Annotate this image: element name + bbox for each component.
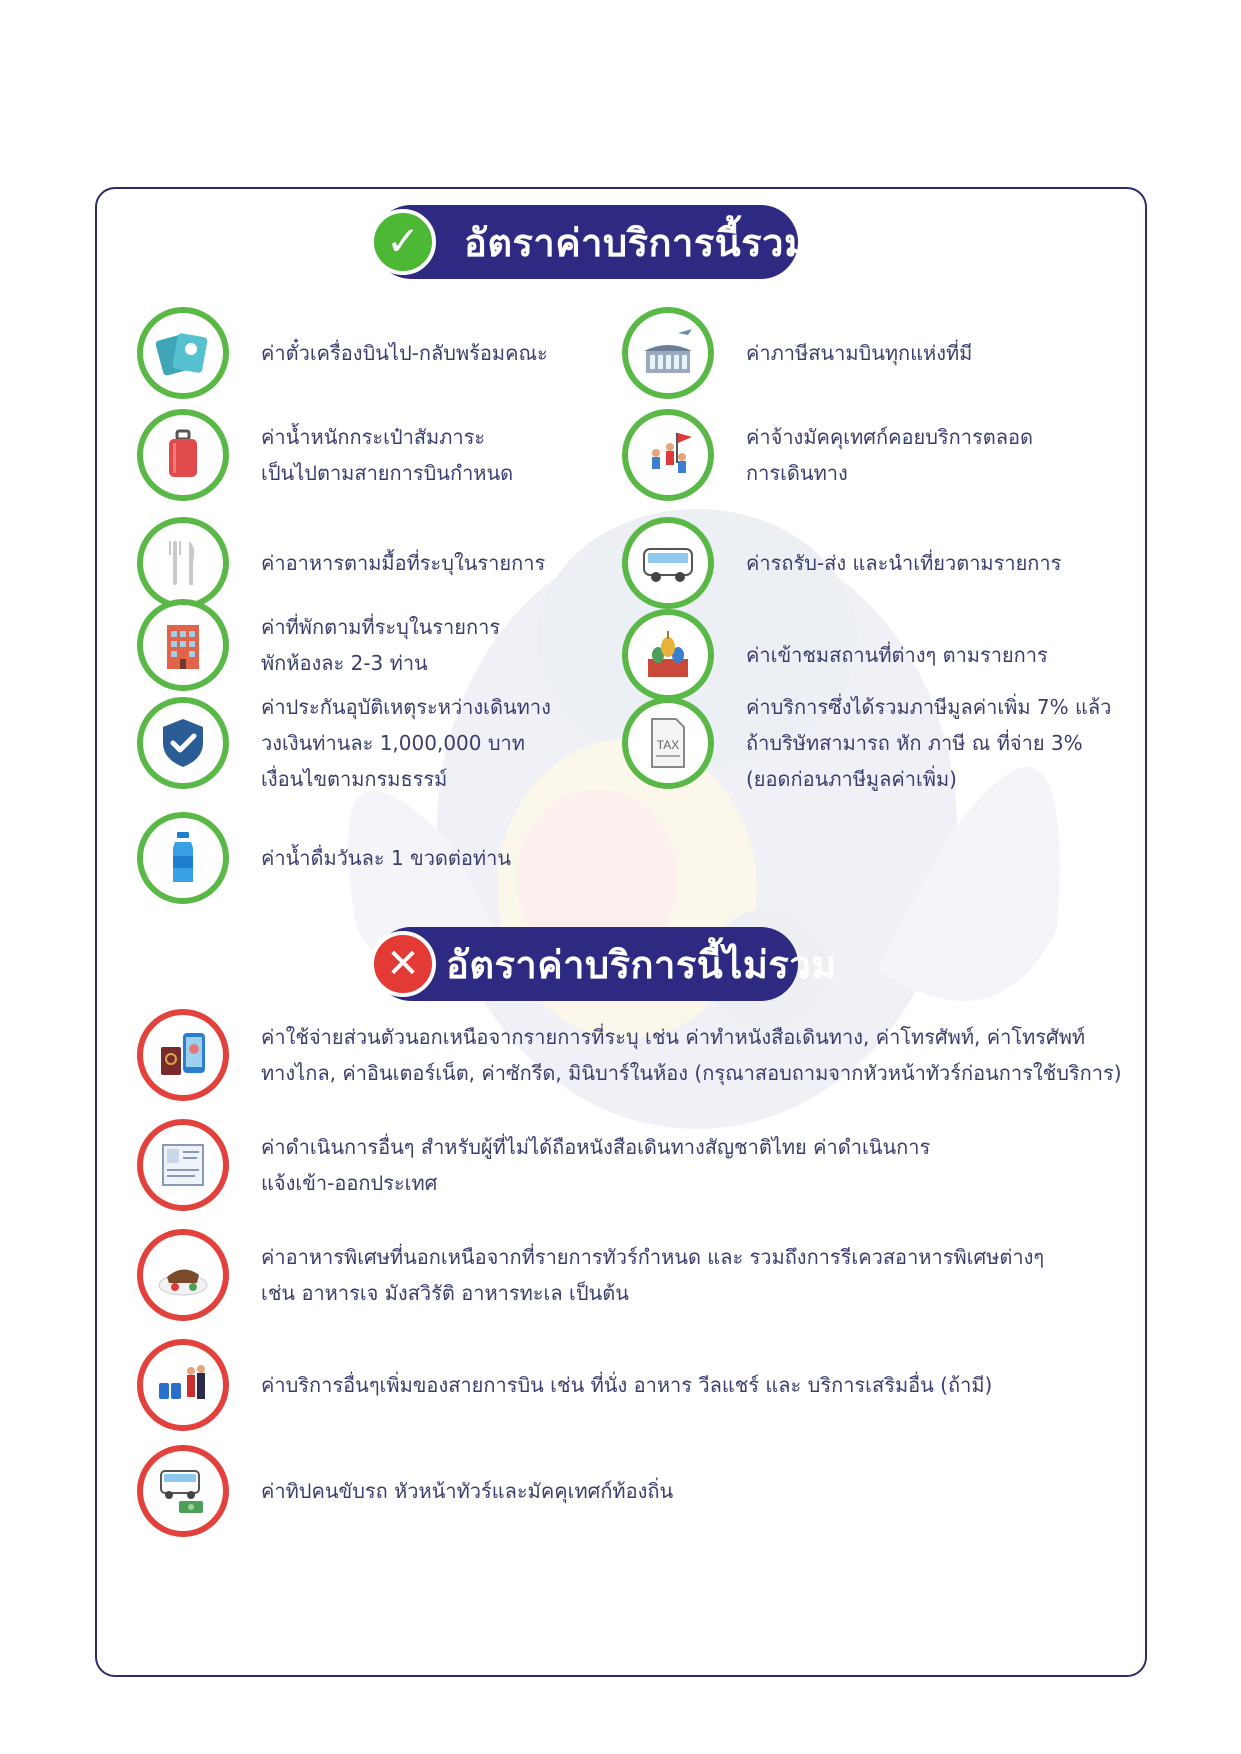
item-text: ค่าใช้จ่ายส่วนตัวนอกเหนือจากรายการที่ระบุ เช่น ค่าทำหนังสือเดินทาง, ค่าโทรศัพท์, ค่าโทรศัพท์ ทางไกล, ค่าอินเตอร์เน็ต, ค่าซักรีด, มินิบาร์ในห้อง (กรุณาสอบถามจากหัวหน้าทัวร์ก่อนการใช้บริการ)	[261, 1025, 1122, 1085]
excluded-item-non-thai-passport	[137, 1119, 930, 1211]
included-item-water	[137, 812, 511, 904]
svg-text:TAX: TAX	[656, 738, 680, 752]
shield-icon	[137, 697, 229, 789]
meal-icon	[137, 1229, 229, 1321]
tax-icon	[622, 697, 714, 789]
service-card	[95, 187, 1147, 1677]
hotel-icon	[137, 599, 229, 691]
x-icon: ✕	[370, 931, 436, 997]
item-text: ค่าจ้างมัคคุเทศก์คอยบริการตลอด การเดินทาง	[746, 425, 1033, 485]
item-text: ค่าที่พักตามที่ระบุในรายการ พักห้องละ 2-3 ท่าน	[261, 615, 501, 675]
excluded-title: อัตราค่าบริการนี้ไม่รวม	[446, 942, 837, 987]
item-text: ค่าอาหารตามมื้อที่ระบุในรายการ	[261, 551, 546, 575]
included-item-vat	[622, 689, 1111, 797]
item-text: ค่าทิปคนขับรถ หัวหน้าทัวร์และมัคคุเทศก์ท้องถิ่น	[261, 1479, 674, 1503]
item-text: ค่าอาหารพิเศษที่นอกเหนือจากที่รายการทัวร์กำหนด และ รวมถึงการรีเควสอาหารพิเศษต่างๆ เช่น อาหารเจ มังสวิรัติ อาหารทะเล เป็นต้น	[261, 1245, 1045, 1305]
item-text: ค่าเข้าชมสถานที่ต่างๆ ตามรายการ	[746, 643, 1048, 667]
item-text: ค่าบริการอื่นๆเพิ่มของสายการบิน เช่น ที่นั่ง อาหาร วีลแชร์ และ บริการเสริมอื่น (ถ้ามี)	[261, 1373, 993, 1397]
excluded-item-airline-extras	[137, 1339, 992, 1431]
item-text: ค่าน้ำดื่มวันละ 1 ขวดต่อท่าน	[261, 846, 511, 870]
cutlery-icon	[137, 517, 229, 609]
excluded-banner	[374, 927, 837, 1001]
included-item-insurance	[137, 689, 551, 797]
item-text: ค่าน้ำหนักกระเป๋าสัมภาระ เป็นไปตามสายการบินกำหนด	[261, 425, 514, 485]
item-text: ค่าประกันอุบัติเหตุระหว่างเดินทาง วงเงินท่านละ 1,000,000 บาท เงื่อนไขตามกรมธรรม์	[261, 695, 551, 791]
item-text: ค่าบริการซึ่งได้รวมภาษีมูลค่าเพิ่ม 7% แล้ว ถ้าบริษัทสามารถ หัก ภาษี ณ ที่จ่าย 3% (ยอดก่อนภาษีมูลค่าเพิ่ม)	[746, 695, 1112, 791]
airport-icon	[622, 307, 714, 399]
document-icon	[137, 1119, 229, 1211]
included-item-admission	[622, 609, 1048, 701]
included-item-luggage	[137, 409, 513, 501]
included-item-flight-ticket	[137, 307, 548, 399]
included-item-airport-tax	[622, 307, 972, 399]
excluded-item-tips	[137, 1445, 673, 1537]
passport-phone-icon	[137, 1009, 229, 1101]
item-text: ค่าภาษีสนามบินทุกแห่งที่มี	[746, 341, 973, 365]
ticket-icon	[137, 307, 229, 399]
bus-icon	[622, 517, 714, 609]
included-banner	[374, 205, 810, 279]
airline-seat-icon	[137, 1339, 229, 1431]
excluded-item-special-meals	[137, 1229, 1044, 1321]
excluded-item-personal-expenses	[137, 1009, 1122, 1101]
item-text: ค่ารถรับ-ส่ง และนำเที่ยวตามรายการ	[746, 551, 1062, 575]
included-title: อัตราค่าบริการนี้รวม	[464, 220, 810, 265]
included-item-transport	[622, 517, 1061, 609]
water-bottle-icon	[137, 812, 229, 904]
included-item-hotel	[137, 599, 500, 691]
tour-guide-icon	[622, 409, 714, 501]
check-icon: ✓	[370, 209, 436, 275]
item-text: ค่าดำเนินการอื่นๆ สำหรับผู้ที่ไม่ได้ถือหนังสือเดินทางสัญชาติไทย ค่าดำเนินการ แจ้งเข้า-ออกประเทศ	[261, 1135, 931, 1195]
item-text: ค่าตั๋วเครื่องบินไป-กลับพร้อมคณะ	[261, 341, 548, 365]
landmark-icon	[622, 609, 714, 701]
included-item-tour-guide	[622, 409, 1033, 501]
included-item-meals	[137, 517, 545, 609]
tip-bus-icon	[137, 1445, 229, 1537]
luggage-icon	[137, 409, 229, 501]
